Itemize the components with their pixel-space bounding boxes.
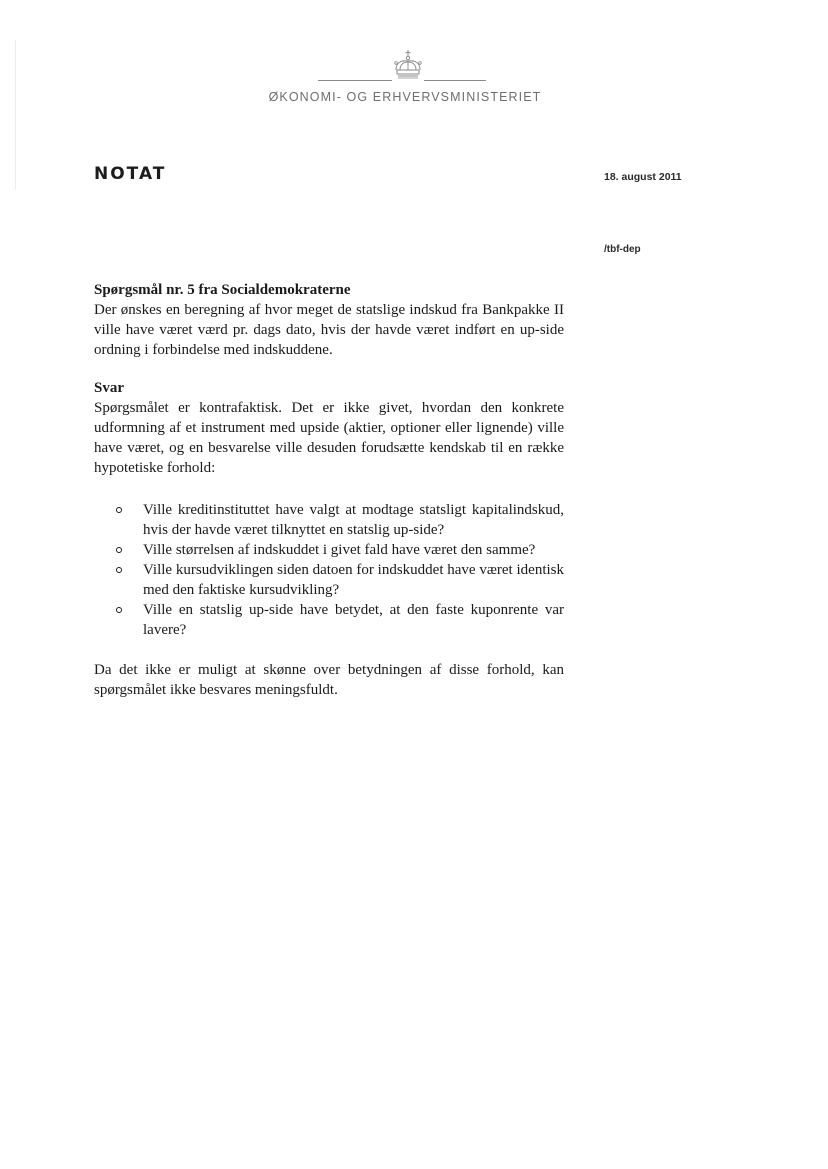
answer-heading: Svar [94, 380, 124, 396]
scan-edge-mark [15, 40, 16, 190]
hypothetical-conditions-list [94, 500, 564, 640]
ministry-name: ØKONOMI- OG ERHVERVSMINISTERIET [268, 90, 542, 104]
document-type: NOTAT [94, 164, 167, 184]
question-text: Der ønskes en beregning af hvor meget de statslige indskud fra Bankpakke II ville have været værd pr. dags dato, hvis der havde været indført en up-side ordning i forbindelse med indskuddene. [94, 302, 564, 358]
answer-intro: Spørgsmålet er kontrafaktisk. Det er ikke givet, hvordan den konkrete udformning af et instrument med upside (aktier, optioner eller lignende) ville have været, og en besvarelse ville desuden forudsætte kendskab til en række hypotetiske forhold: [94, 400, 564, 476]
bullet-icon [116, 547, 122, 553]
bullet-icon [116, 567, 122, 573]
letterhead-rule-left [318, 80, 392, 81]
question-heading: Spørgsmål nr. 5 fra Socialdemokraterne [94, 282, 351, 298]
document-date: 18. august 2011 [604, 171, 682, 183]
bullet-icon [116, 607, 122, 613]
bullet-icon [116, 507, 122, 513]
list-item [94, 600, 564, 640]
list-item-text: Ville størrelsen af indskuddet i givet fald have været den samme? [143, 542, 536, 558]
answer-closing: Da det ikke er muligt at skønne over betydningen af disse forhold, kan spørgsmålet ikke besvares meningsfuldt. [94, 662, 564, 698]
list-item [94, 540, 564, 560]
list-item [94, 500, 564, 540]
royal-crown-icon [384, 48, 432, 84]
list-item-text: Ville en statslig up-side have betydet, at den faste kuponrente var lavere? [143, 602, 564, 638]
document-reference: /tbf-dep [604, 244, 641, 255]
list-item-text: Ville kursudviklingen siden datoen for indskuddet have været identisk med den faktiske kursudvikling? [143, 562, 564, 598]
letterhead-rule-right [424, 80, 486, 81]
document-body [94, 280, 564, 700]
list-item-text: Ville kreditinstituttet have valgt at modtage statsligt kapitalindskud, hvis der havde været tilknyttet en statslig up-side? [143, 502, 564, 538]
list-item [94, 560, 564, 600]
